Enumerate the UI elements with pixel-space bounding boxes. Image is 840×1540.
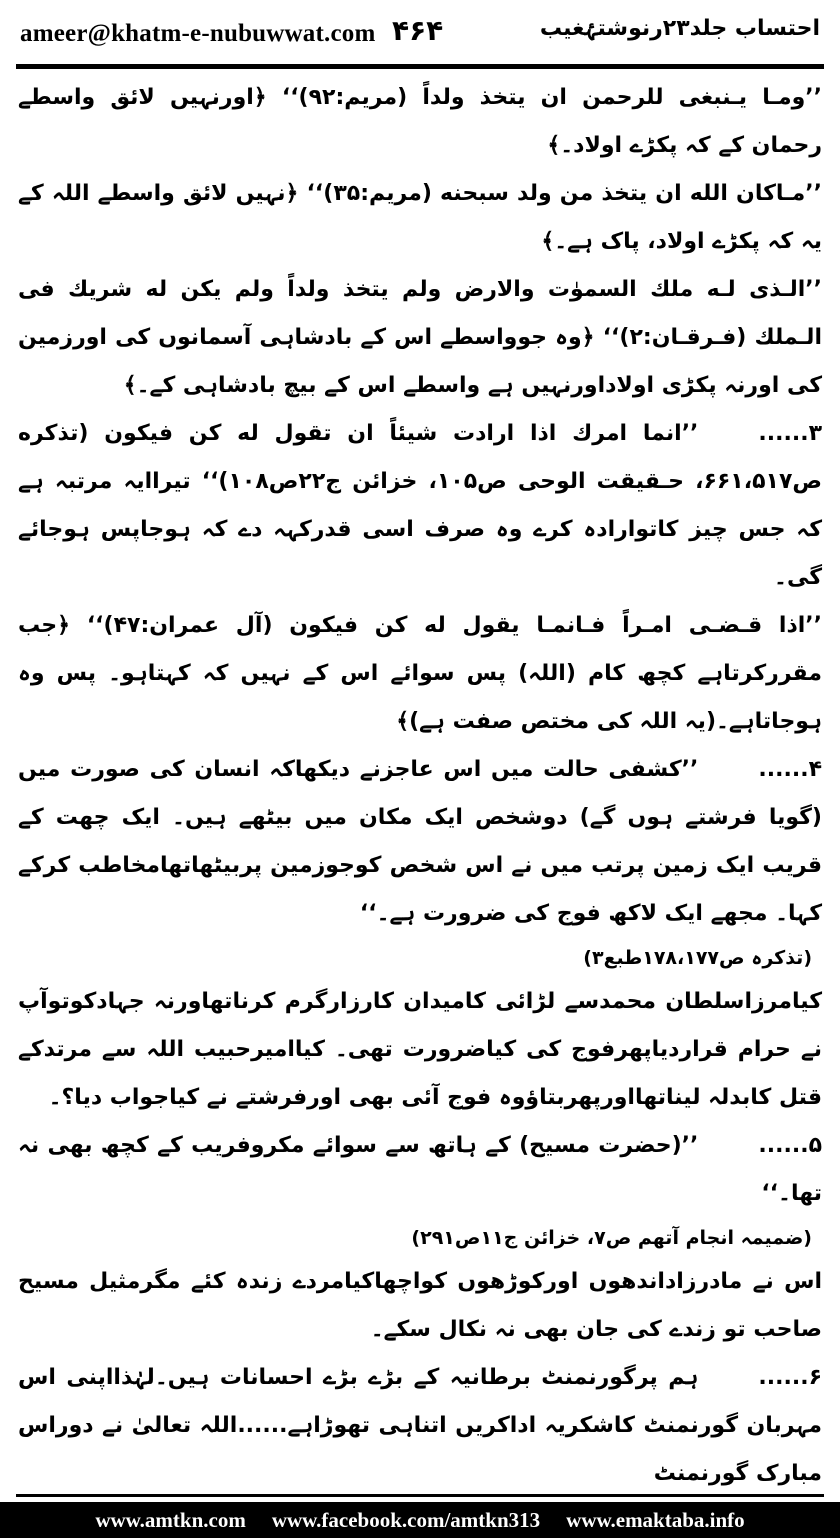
header-email[interactable]: ameer@khatm-e-nubuwwat.com bbox=[20, 20, 376, 47]
book-title: احتساب جلد۲۳رنوشتۂغیب bbox=[539, 16, 820, 41]
paragraph-8 bbox=[18, 1122, 822, 1218]
item-number-5: ۵...... bbox=[758, 1133, 822, 1158]
footer-link-amtkn[interactable]: www.amtkn.com bbox=[95, 1507, 246, 1532]
item-number-6: ۶...... bbox=[758, 1365, 822, 1390]
paragraph-4 bbox=[18, 410, 822, 602]
footer-link-emaktaba[interactable]: www.emaktaba.info bbox=[566, 1507, 745, 1532]
footer-link-facebook[interactable]: www.facebook.com/amtkn313 bbox=[271, 1507, 541, 1532]
header-rule bbox=[16, 64, 824, 69]
paragraph-10-text: ہم پرگورنمنٹ برطانیہ کے بڑے بڑے احسانات ہیں۔لہٰذااپنی اس مہربان گورنمنٹ کاشکریہ اداکریں اتناہی تھوڑاہے......اللہ تعالیٰ نے دوراس مبارک گورنمنٹ bbox=[18, 1365, 822, 1486]
page-header bbox=[0, 0, 840, 66]
page-footer bbox=[0, 1502, 840, 1538]
footer-rule bbox=[16, 1494, 824, 1497]
paragraph-5: ’’اذا قـضـى امـراً فـانمـا يقول له كن فيكون (آل عمران:۴۷)‘‘ ﴿جب مقررکرتاہے کچھ کام (اللہ) پس سوائے اس کے نہیں کہ کہتاہو۔ پس وہ ہوجاتاہے۔(یہ اللہ کی مختص صفت ہے)﴾ bbox=[18, 613, 823, 734]
paragraph-6 bbox=[18, 746, 822, 938]
reference-1: (تذکرہ ص۱۷۸،۱۷۷طبع۳) bbox=[583, 947, 812, 969]
paragraph-6-text: ’’کشفی حالت میں اس عاجزنے دیکھاکہ انسان کی صورت میں (گویا فرشتے ہوں گے) دوشخص ایک مکان میں بیٹھے ہیں۔ ایک چھت کے قریب ایک زمین پرتب میں نے اس شخص کوجوزمین پربیٹھاتھامخاطب کرکے کہا۔ مجھے ایک لاکھ فوج کی ضرورت ہے۔‘‘ bbox=[18, 757, 822, 926]
paragraph-4-text: ’’انما امرك اذا ارادت شيئاً ان تقول له كن فيكون (تذكره ص۶۶۱،۵۱۷، حـقيقت الوحى ص۱۰۵، خزائن ج۲۲ص۱۰۸)‘‘ تیراایہ مرتبہ ہے کہ جس چیز کاتوارادہ کرے وہ صرف اسی قدرکہہ دے کہ ہوجاپس ہوجائے گی۔ bbox=[18, 421, 822, 590]
page-number: ۴۶۴ bbox=[392, 14, 444, 47]
paragraph-2: ’’مـاكان الله ان يتخذ من ولد سبحنه (مريم:۳۵)‘‘ ﴿نہیں لائق واسطے اللہ کے یہ کہ پکڑے اولاد، پاک ہے۔﴾ bbox=[18, 181, 823, 254]
paragraph-3: ’’الـذى لـه ملك السموٰت والارض ولم يتخذ ولداً ولم يكن له شريك فى الـملك (فـرقـان:۲)‘‘ ﴿وہ جوواسطے اس کے بادشاہی آسمانوں کی اورزمین کی اورنہ پکڑی اولاداورنہیں ہے واسطے اس کے بیچ بادشاہی کے۔﴾ bbox=[18, 277, 822, 398]
reference-2: (ضمیمہ انجام آتھم ص۷، خزائن ج۱۱ص۲۹۱) bbox=[411, 1227, 812, 1249]
paragraph-9: اس نے مادرزاداندھوں اورکوڑھوں کواچھاکیامردے زندہ کئے مگرمثیل مسیح صاحب تو زندے کی جان بھی نہ نکال سکے۔ bbox=[18, 1269, 822, 1342]
paragraph-8-text: ’’(حضرت مسیح) کے ہاتھ سے سوائے مکروفریب کے کچھ بھی نہ تھا۔‘‘ bbox=[18, 1133, 822, 1206]
page-body bbox=[18, 74, 822, 1498]
paragraph-1: ’’ومـا يـنبغى للرحمن ان يتخذ ولداً (مريم:۹۲)‘‘ ﴿اورنہیں لائق واسطے رحمان کے کہ پکڑے اولاد۔﴾ bbox=[18, 85, 822, 158]
paragraph-7: کیامرزاسلطان محمدسے لڑائی کامیدان کارزارگرم کرناتھاورنہ جہادکوتوآپ نے حرام قراردیاپھرفوج کی کیاضرورت تھی۔ کیاامیرحبیب اللہ سے مرتدکے قتل کابدلہ لیناتھااورپھربتاؤوہ فوج آئی بھی اورفرشتے نے کیاجواب دیا؟۔ bbox=[18, 989, 822, 1110]
item-number-3: ۳...... bbox=[758, 421, 822, 446]
item-number-4: ۴...... bbox=[758, 757, 822, 782]
paragraph-10 bbox=[18, 1354, 822, 1498]
